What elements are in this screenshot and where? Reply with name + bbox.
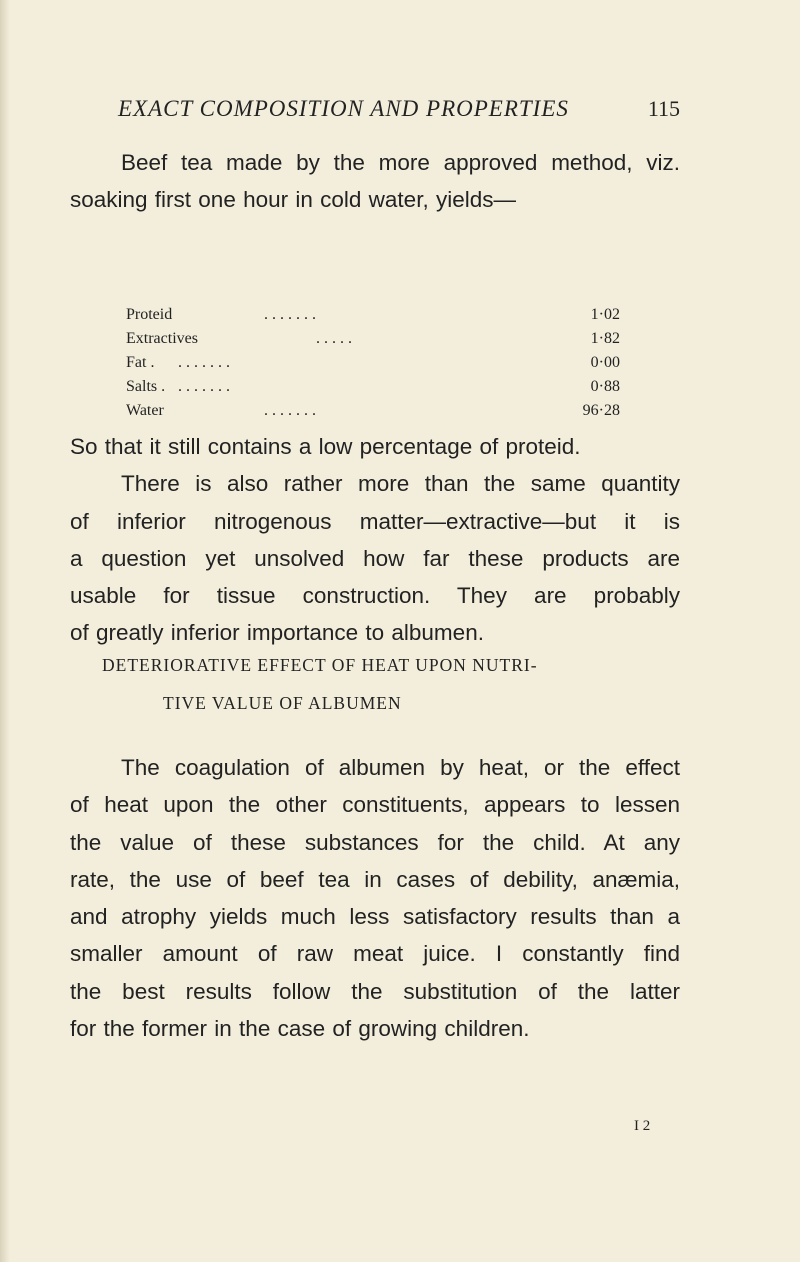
- constituent-name: Fat .: [126, 354, 155, 371]
- composition-row: [126, 399, 620, 423]
- page-gutter-shadow: [0, 0, 10, 1262]
- section-heading: [102, 646, 662, 722]
- text-line: a question yet unsolved how far these products are: [70, 545, 680, 571]
- text-line: the value of these substances for the child. At any: [70, 829, 680, 855]
- composition-row: [126, 303, 620, 327]
- section-paragraph: [70, 749, 680, 1047]
- text-line: for the former in the case of growing children.: [70, 1016, 530, 1042]
- leader-dots: . . . . . . .: [178, 354, 230, 371]
- leader-dots: . . . . .: [316, 330, 352, 347]
- text-line: Beef tea made by the more approved method, viz.: [121, 150, 680, 175]
- composition-row: [126, 351, 620, 375]
- heading-line: DETERIORATIVE EFFECT OF HEAT UPON NUTRI-: [102, 655, 538, 675]
- text-line: and atrophy yields much less satisfactory results than a: [70, 904, 680, 930]
- text-line: There is also rather more than the same quantity: [121, 471, 680, 497]
- running-head-title: EXACT COMPOSITION AND PROPERTIES: [118, 96, 569, 121]
- body-paragraph: [70, 428, 680, 652]
- constituent-name: Water: [126, 402, 164, 419]
- constituent-value: 0·88: [590, 378, 620, 395]
- constituent-value: 1·02: [590, 306, 620, 323]
- text-line: So that it still contains a low percentage of proteid.: [70, 434, 581, 459]
- text-line: rate, the use of beef tea in cases of debility, anæmia,: [70, 866, 680, 892]
- constituent-name: Salts .: [126, 378, 166, 395]
- constituent-value: 96·28: [582, 402, 620, 419]
- text-line: smaller amount of raw meat juice. I constantly find: [70, 941, 680, 967]
- constituent-name: Extractives: [126, 330, 198, 347]
- constituent-value: 1·82: [590, 330, 620, 347]
- text-line: of greatly inferior importance to albumen.: [70, 620, 484, 646]
- text-line: of inferior nitrogenous matter—extractive—but it is: [70, 508, 680, 534]
- page-number: 115: [647, 96, 680, 121]
- intro-paragraph: [70, 144, 680, 219]
- text-line: the best results follow the substitution of the latter: [70, 978, 680, 1004]
- signature-mark: I 2: [634, 1118, 651, 1134]
- leader-dots: . . . . . . .: [264, 306, 316, 323]
- constituent-name: Proteid: [126, 306, 173, 323]
- composition-table: [126, 303, 620, 423]
- text-line: soaking first one hour in cold water, yields—: [70, 187, 516, 213]
- text-line: of heat upon the other constituents, appears to lessen: [70, 792, 680, 818]
- text-line: The coagulation of albumen by heat, or the effect: [121, 755, 680, 780]
- constituent-value: 0·00: [590, 354, 620, 371]
- text-line: usable for tissue construction. They are probably: [70, 583, 680, 609]
- composition-row: [126, 375, 620, 399]
- composition-row: [126, 327, 620, 351]
- leader-dots: . . . . . . .: [178, 378, 230, 395]
- leader-dots: . . . . . . .: [264, 402, 316, 419]
- running-head: [118, 96, 678, 122]
- heading-line: TIVE VALUE OF ALBUMEN: [163, 693, 402, 713]
